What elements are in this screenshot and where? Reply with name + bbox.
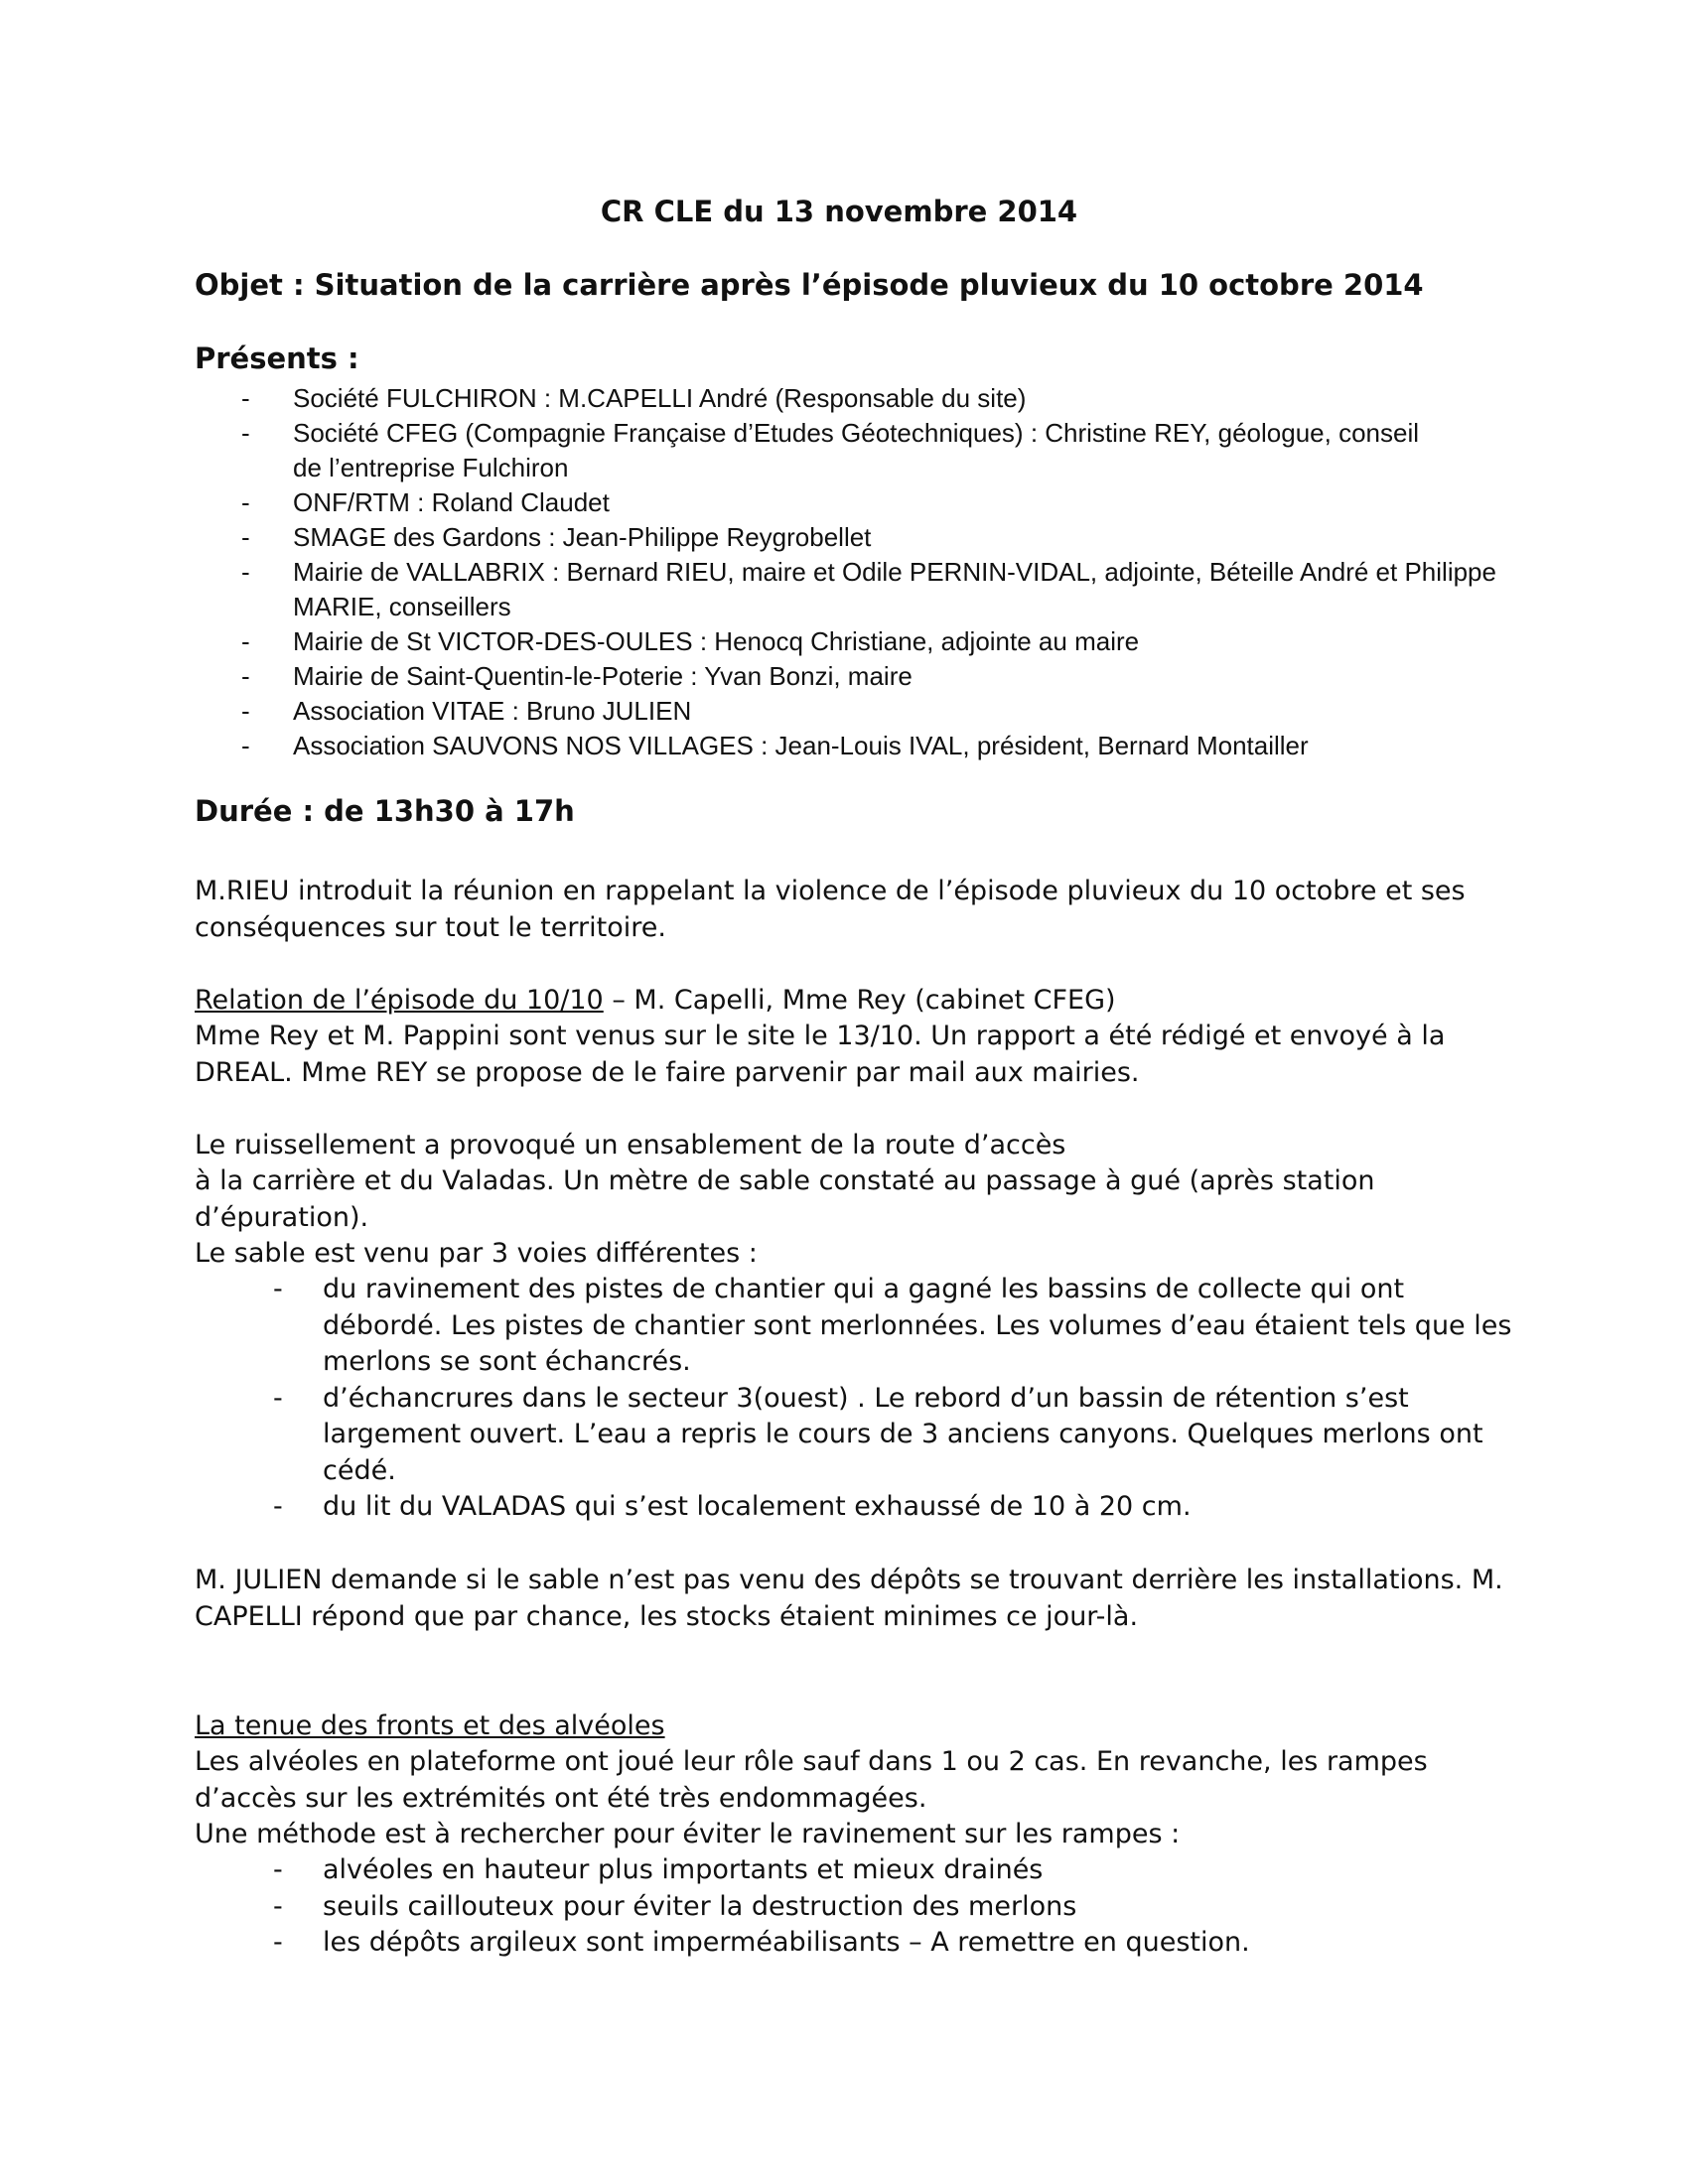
attendee-item: - Association VITAE : Bruno JULIEN — [241, 694, 1532, 729]
list-item: - d’échancrures dans le secteur 3(ouest) . Le rebord d’un bassin de rétention s’est largement ouvert. L’eau a repris le cours de 3 anciens canyons. Quelques merlons ont cédé. — [273, 1381, 1514, 1490]
list-item: - du ravinement des pistes de chantier qui a gagné les bassins de collecte qui ont débordé. Les pistes de chantier sont merlonnées. Les volumes d’eau étaient tels que les merlons se sont échancrés. — [273, 1272, 1514, 1381]
list-item: - les dépôts argileux sont imperméabilisants – A remettre en question. — [273, 1925, 1514, 1962]
attendee-item: - SMAGE des Gardons : Jean-Philippe Reygrobellet — [241, 520, 1532, 555]
list-item: - alvéoles en hauteur plus importants et mieux drainés — [273, 1852, 1514, 1889]
list-item: - du lit du VALADAS qui s’est localement exhaussé de 10 à 20 cm. — [273, 1489, 1514, 1526]
attendee-item: - Mairie de St VICTOR-DES-OULES : Henocq Christiane, adjointe au maire — [241, 624, 1532, 659]
tenue-paragraph: Les alvéoles en plateforme ont joué leur rôle sauf dans 1 ou 2 cas. En revanche, les rampes d’accès sur les extrémités ont été très endommagées. — [195, 1746, 1428, 1814]
subject-heading: Objet : Situation de la carrière après l’épisode pluvieux du 10 octobre 2014 — [195, 268, 1424, 302]
page-title: CR CLE du 13 novembre 2014 — [600, 195, 1078, 228]
julien-paragraph: M. JULIEN demande si le sable n’est pas venu des dépôts se trouvant derrière les installations. M. CAPELLI répond que par chance, les stocks étaient minimes ce jour-là. — [195, 1565, 1503, 1632]
sand-sources-list — [273, 1272, 1514, 1526]
tenue-heading: La tenue des fronts et des alvéoles — [195, 1710, 665, 1741]
duration-heading: Durée : de 13h30 à 17h — [195, 794, 575, 828]
relation-heading: Relation de l’épisode du 10/10 — [195, 985, 604, 1016]
method-list — [273, 1852, 1514, 1962]
list-item: - seuils caillouteux pour éviter la destruction des merlons — [273, 1889, 1514, 1926]
attendee-item: - Mairie de Saint-Quentin-le-Poterie : Yvan Bonzi, maire — [241, 659, 1532, 694]
presents-heading: Présents : — [195, 341, 359, 375]
runoff-line-3: Le sable est venu par 3 voies différentes : — [195, 1238, 758, 1269]
attendees-list — [241, 381, 1532, 763]
attendee-item: - Mairie de VALLABRIX : Bernard RIEU, maire et Odile PERNIN-VIDAL, adjointe, Béteille André et Philippe MARIE, conseillers — [241, 555, 1534, 624]
relation-heading-line — [195, 983, 1515, 1020]
relation-heading-suffix: – M. Capelli, Mme Rey (cabinet CFEG) — [603, 985, 1116, 1016]
attendee-item: - Association SAUVONS NOS VILLAGES : Jean-Louis IVAL, président, Bernard Montailler — [241, 729, 1532, 763]
runoff-line-1: Le ruissellement a provoqué un ensablement de la route d’accès — [195, 1130, 1066, 1160]
intro-paragraph: M.RIEU introduit la réunion en rappelant la violence de l’épisode pluvieux du 10 octobre et ses conséquences sur tout le territoire. — [195, 876, 1466, 943]
attendee-item: - Société FULCHIRON : M.CAPELLI André (Responsable du site) — [241, 381, 1532, 416]
tenue-method-line: Une méthode est à rechercher pour éviter le ravinement sur les rampes : — [195, 1819, 1181, 1849]
attendee-item: - ONF/RTM : Roland Claudet — [241, 485, 1532, 520]
attendee-item: - Société CFEG (Compagnie Française d’Etudes Géotechniques) : Christine REY, géologue, conseil de l’entreprise Fulchiron — [241, 416, 1455, 485]
relation-paragraph: Mme Rey et M. Pappini sont venus sur le site le 13/10. Un rapport a été rédigé et envoyé à la DREAL. Mme REY se propose de le faire parvenir par mail aux mairies. — [195, 1021, 1446, 1088]
runoff-line-2: à la carrière et du Valadas. Un mètre de sable constaté au passage à gué (après station d’épuration). — [195, 1165, 1375, 1233]
